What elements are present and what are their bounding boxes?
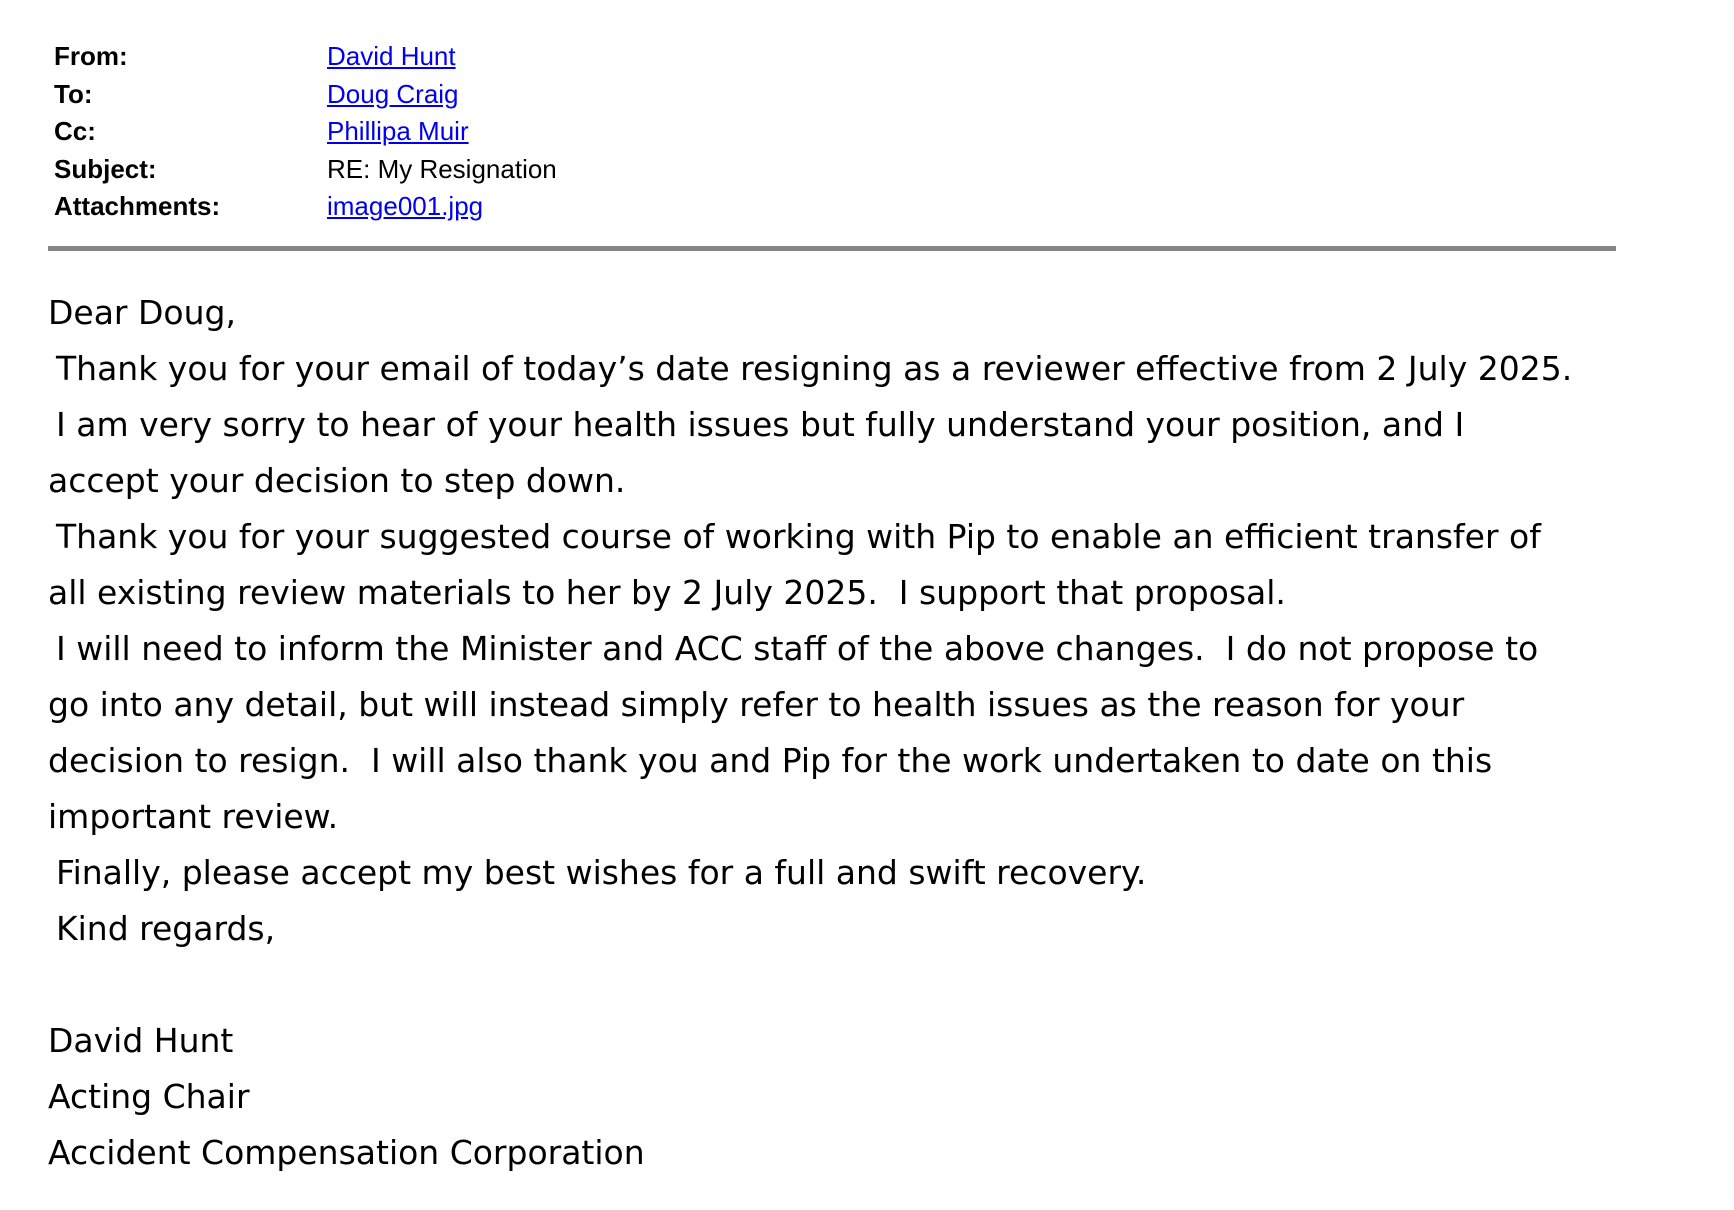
cc-label: Cc: [54,116,96,146]
signature-organization: Accident Compensation Corporation [48,1133,645,1172]
body-line: all existing review materials to her by 2 July 2025. I support that proposal. [48,573,1286,612]
body-line: go into any detail, but will instead simply refer to health issues as the reason for your [48,685,1465,724]
attachments-label: Attachments: [54,191,221,221]
from-link[interactable]: David Hunt [327,41,456,71]
body-line: Finally, please accept my best wishes for a full and swift recovery. [56,853,1147,892]
subject-value: RE: My Resignation [327,153,557,184]
body-line: decision to resign. I will also thank you and Pip for the work undertaken to date on this [48,741,1493,780]
signature-title: Acting Chair [48,1077,250,1116]
email-header [54,38,557,226]
body-line: Thank you for your suggested course of working with Pip to enable an efficient transfer of [56,517,1541,556]
from-label: From: [54,41,128,71]
to-label: To: [54,78,93,109]
subject-label: Subject: [54,153,157,184]
body-line: I am very sorry to hear of your health issues but fully understand your position, and I [56,405,1465,444]
header-row-from [54,38,557,76]
header-row-attachments [54,188,557,226]
email-body [48,285,1668,1181]
header-divider [48,246,1616,251]
to-link[interactable]: Doug Craig [327,78,459,109]
attachment-link[interactable]: image001.jpg [327,191,484,221]
body-line: Thank you for your email of today’s date resigning as a reviewer effective from 2 July 2025. [56,349,1573,388]
greeting: Dear Doug, [48,293,236,332]
header-row-subject [54,151,557,189]
header-row-cc [54,113,557,151]
body-line: accept your decision to step down. [48,461,626,500]
signature-name: David Hunt [48,1021,234,1060]
header-row-to [54,76,557,114]
body-line: I will need to inform the Minister and ACC staff of the above changes. I do not propose to [56,629,1539,668]
blank-line [48,957,1668,1013]
body-line: important review. [48,797,339,836]
cc-link[interactable]: Phillipa Muir [327,116,469,146]
closing: Kind regards, [56,909,276,948]
